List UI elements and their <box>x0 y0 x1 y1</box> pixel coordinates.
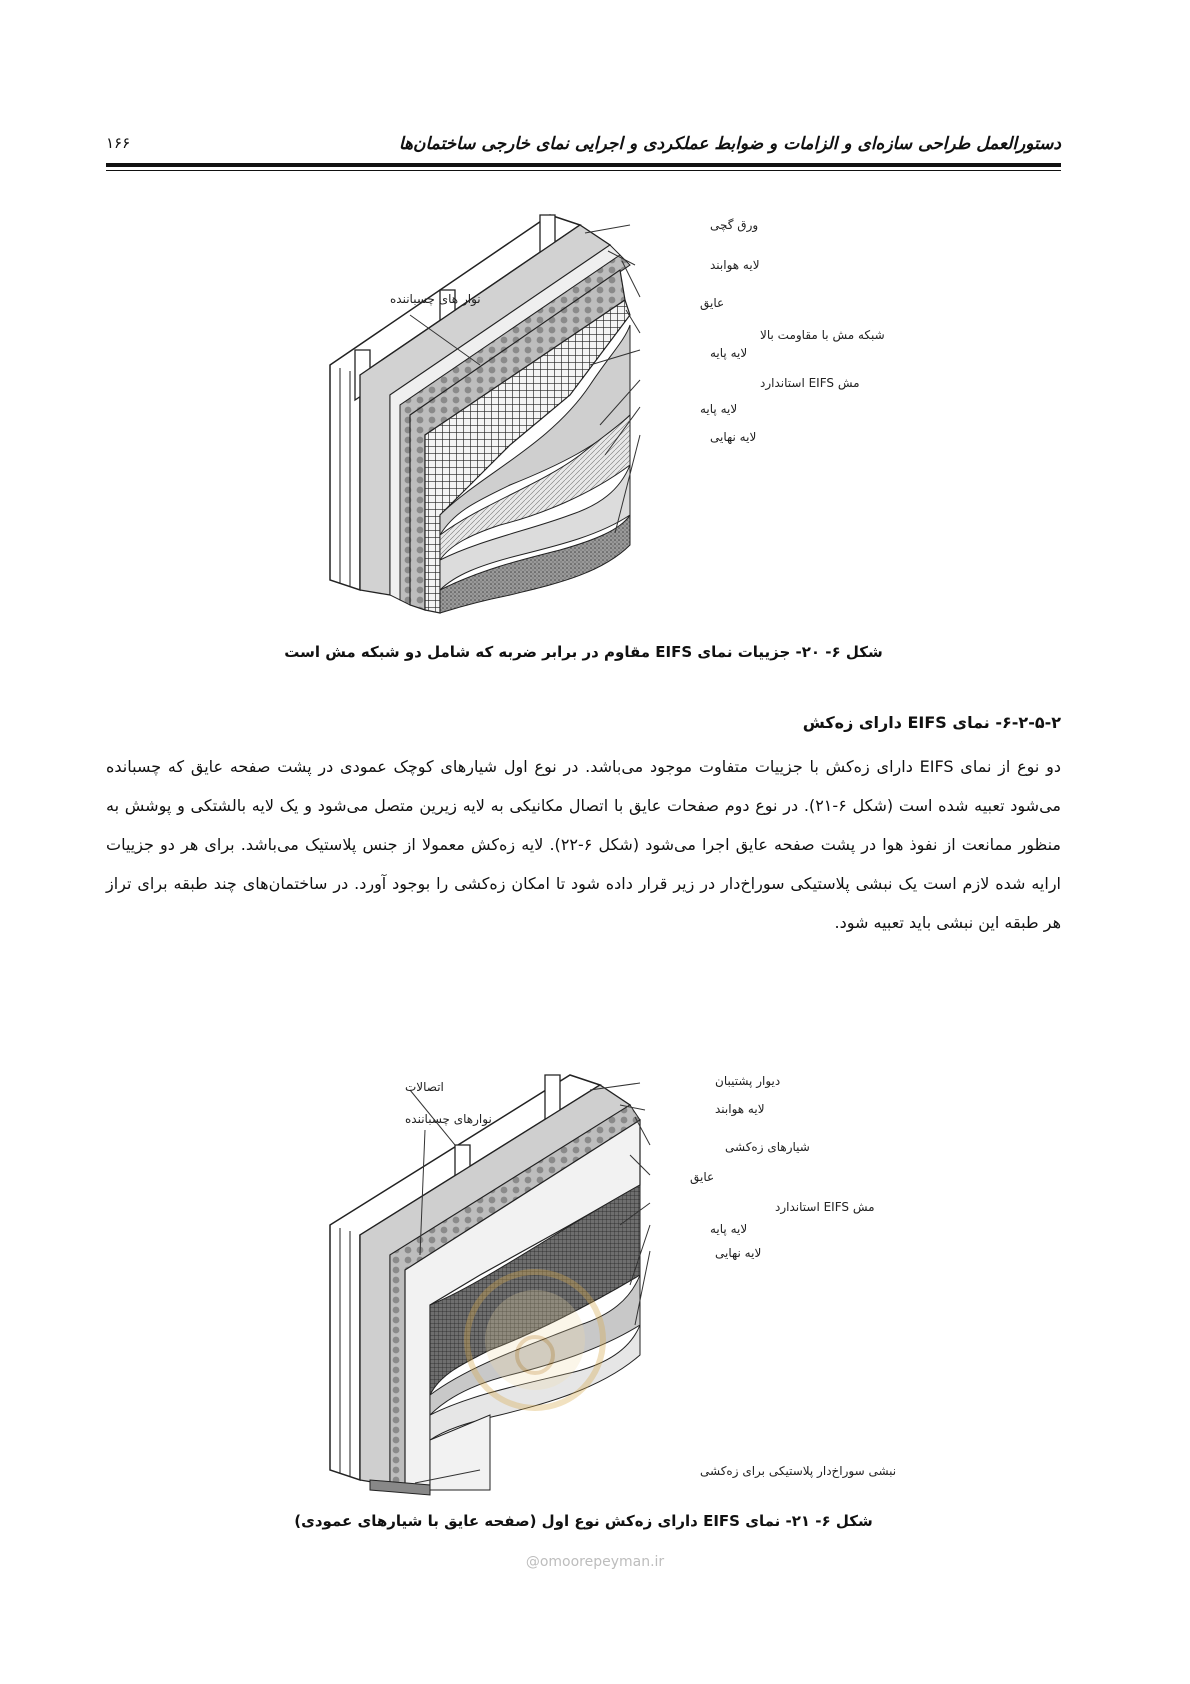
label-adhesive-strips-21: نوارهای چسباننده <box>405 1112 492 1126</box>
figure-20-drawing <box>330 215 885 635</box>
watermark-url: @omoorepeyman.ir <box>525 1554 665 1570</box>
label-base-coat-1: لایه پایه <box>710 346 748 360</box>
body-paragraph: دو نوع از نمای EIFS دارای زه‌کش با جزییات متفاوت موجود می‌باشد. در نوع اول شیارهای کوچک عمودی در پشت صفحه عایق که چسبانده می‌شود تعبیه شده است (شکل ۶-۲۱). در نوع دوم صفحات عایق با اتصال مکانیکی به لایه زیرین متصل می‌شود و یک لایه بالشتکی و پوشش به منظور ممانعت از نفوذ هوا در پشت صفحه عایق اجرا می‌شود (شکل ۶-۲۲). لایه زه‌کش معمولا از جنس پلاستیک می‌باشد. برای هر دو جزییات ارایه شده لازم است یک نبشی پلاستیکی سوراخ‌دار در زیر قرار داده شود تا امکان زه‌کشی را بوجود آورد. در ساختمان‌های چند طبقه برای تراز هر طبقه این نبشی باید تعبیه شود. <box>106 757 1062 932</box>
label-insulation-21: عایق <box>690 1170 715 1184</box>
header-rule-thin <box>106 170 1061 171</box>
label-base-coat-2: لایه پایه <box>700 402 738 416</box>
label-standard-mesh-21: مش EIFS استاندارد <box>775 1200 875 1214</box>
figure-21-caption: شکل ۶- ۲۱- نمای EIFS دارای زه‌کش نوع اول (صفحه عایق با شیارهای عمودی) <box>294 1512 873 1530</box>
label-backup-wall: دیوار پشتیبان <box>715 1074 781 1088</box>
label-adhesive-strips: نوار های چسباننده <box>390 292 481 306</box>
page-number: ۱۶۶ <box>106 134 131 152</box>
figure-20-caption: شکل ۶- ۲۰- جزییات نمای EIFS مقاوم در برابر ضربه که شامل دو شبکه مش است <box>284 643 883 661</box>
label-air-barrier: لایه هوابند <box>710 258 760 272</box>
page-header <box>106 120 1061 156</box>
watermark-seal <box>467 1272 603 1408</box>
label-connections: اتصالات <box>405 1080 444 1094</box>
label-drainage-angle: نبشی سوراخ‌دار پلاستیکی برای زه‌کشی <box>700 1464 897 1478</box>
section-heading: ۶-۲-۵-۲- نمای EIFS دارای زه‌کش <box>802 713 1061 732</box>
label-finish-coat-21: لایه نهایی <box>715 1246 762 1260</box>
header-rule-thick <box>106 163 1061 167</box>
figure-20 <box>330 215 885 635</box>
label-insulation: عایق <box>700 296 725 310</box>
label-standard-mesh: مش EIFS استاندارد <box>760 376 860 390</box>
label-drainage-grooves: شیارهای زه‌کشی <box>725 1140 810 1154</box>
running-title: دستورالعمل طراحی سازه‌ای و الزامات و ضوابط عملکردی و اجرایی نمای خارجی ساختمان‌ها <box>398 134 1061 154</box>
label-base-coat-21: لایه پایه <box>710 1222 748 1236</box>
label-air-barrier-21: لایه هوابند <box>715 1102 765 1116</box>
label-high-strength-mesh: شبکه مش با مقاومت بالا <box>760 328 885 342</box>
label-gypsum-board: ورق گچی <box>710 218 759 232</box>
figure-21-drawing <box>330 1074 897 1505</box>
label-finish-coat: لایه نهایی <box>710 430 757 444</box>
figure-21 <box>330 1074 897 1505</box>
